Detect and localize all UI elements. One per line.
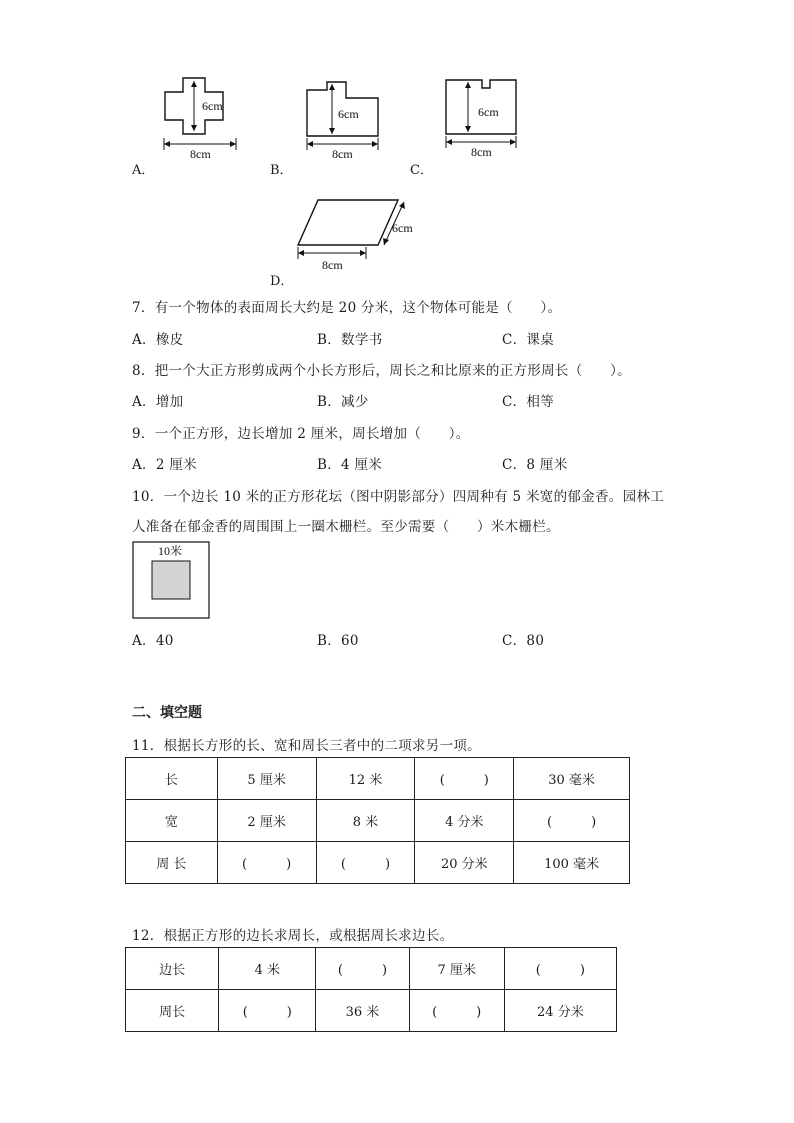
table-row <box>126 758 630 800</box>
answer-blank[interactable]: ( ) <box>316 842 415 884</box>
answer-blank[interactable]: ( ) <box>514 800 630 842</box>
q9-option-a[interactable]: A．2 厘米 <box>132 457 197 473</box>
answer-blank[interactable]: ( ) <box>504 948 616 990</box>
table-cell: 20 分米 <box>415 842 514 884</box>
table-cell: 36 米 <box>316 990 409 1032</box>
figure-label-a: A． <box>132 163 155 178</box>
q8-option-a[interactable]: A．增加 <box>132 394 184 410</box>
dim-label: 6cm <box>478 105 499 119</box>
table-cell: 2 厘米 <box>217 800 316 842</box>
figure-label-c: C． <box>410 163 433 178</box>
figure-d-parallelogram <box>292 195 432 275</box>
q7-option-c[interactable]: C．课桌 <box>502 332 555 348</box>
question-7: 7．有一个物体的表面周长大约是 20 分米，这个物体可能是（ ）。 <box>132 300 562 316</box>
q10-option-a[interactable]: A．40 <box>132 633 174 649</box>
dim-label: 6cm <box>392 221 413 235</box>
answer-blank[interactable]: ( ) <box>409 990 504 1032</box>
answer-blank[interactable]: ( ) <box>415 758 514 800</box>
table-cell: 4 分米 <box>415 800 514 842</box>
table-row <box>126 990 617 1032</box>
q9-option-c[interactable]: C．8 厘米 <box>502 457 568 473</box>
q10-option-b[interactable]: B．60 <box>317 633 359 649</box>
table-cell: 12 米 <box>316 758 415 800</box>
flowerbed-label: 10米 <box>158 544 183 558</box>
figure-b-shape <box>302 80 392 165</box>
question-10-line1: 10．一个边长 10 米的正方形花坛（图中阴影部分）四周种有 5 米宽的郁金香。园林工 <box>132 489 665 505</box>
table-cell: 周 长 <box>126 842 218 884</box>
section-title: 二、填空题 <box>132 705 202 721</box>
dim-label: 6cm <box>202 99 223 113</box>
table-row <box>126 800 630 842</box>
dim-label: 8cm <box>322 258 343 272</box>
q8-option-b[interactable]: B．减少 <box>317 394 369 410</box>
q8-option-c[interactable]: C．相等 <box>502 394 555 410</box>
table-cell: 30 毫米 <box>514 758 630 800</box>
question-12: 12．根据正方形的边长求周长，或根据周长求边长。 <box>132 928 454 944</box>
table-cell: 边长 <box>126 948 219 990</box>
table-cell: 4 米 <box>219 948 316 990</box>
figure-a-cross <box>160 78 250 163</box>
answer-blank[interactable]: ( ) <box>219 990 316 1032</box>
question-9: 9．一个正方形，边长增加 2 厘米，周长增加（ ）。 <box>132 426 470 442</box>
table-cell: 8 米 <box>316 800 415 842</box>
answer-blank[interactable]: ( ) <box>217 842 316 884</box>
answer-blank[interactable]: ( ) <box>316 948 409 990</box>
question-10-line2: 人准备在郁金香的周围围上一圈木栅栏。至少需要（ ）米木栅栏。 <box>132 519 560 535</box>
table-row <box>126 948 617 990</box>
table-cell: 24 分米 <box>504 990 616 1032</box>
figure-c-shape <box>442 78 532 163</box>
q10-option-c[interactable]: C．80 <box>502 633 545 649</box>
dim-label: 8cm <box>471 145 492 159</box>
table-cell: 长 <box>126 758 218 800</box>
q12-table <box>125 947 617 1032</box>
dim-label: 8cm <box>332 147 353 161</box>
figure-label-b: B． <box>270 163 293 178</box>
figure-label-d: D． <box>270 274 294 289</box>
table-row <box>126 842 630 884</box>
flowerbed-figure <box>132 541 212 621</box>
q7-option-a[interactable]: A．橡皮 <box>132 332 184 348</box>
table-cell: 7 厘米 <box>409 948 504 990</box>
table-cell: 周长 <box>126 990 219 1032</box>
q9-option-b[interactable]: B．4 厘米 <box>317 457 383 473</box>
dim-label: 8cm <box>190 147 211 161</box>
question-11: 11．根据长方形的长、宽和周长三者中的二项求另一项。 <box>132 738 481 754</box>
dim-label: 6cm <box>338 107 359 121</box>
table-cell: 100 毫米 <box>514 842 630 884</box>
question-8: 8．把一个大正方形剪成两个小长方形后，周长之和比原来的正方形周长（ ）。 <box>132 363 631 379</box>
q11-table <box>125 757 630 884</box>
q7-option-b[interactable]: B．数学书 <box>317 332 383 348</box>
table-cell: 5 厘米 <box>217 758 316 800</box>
table-cell: 宽 <box>126 800 218 842</box>
